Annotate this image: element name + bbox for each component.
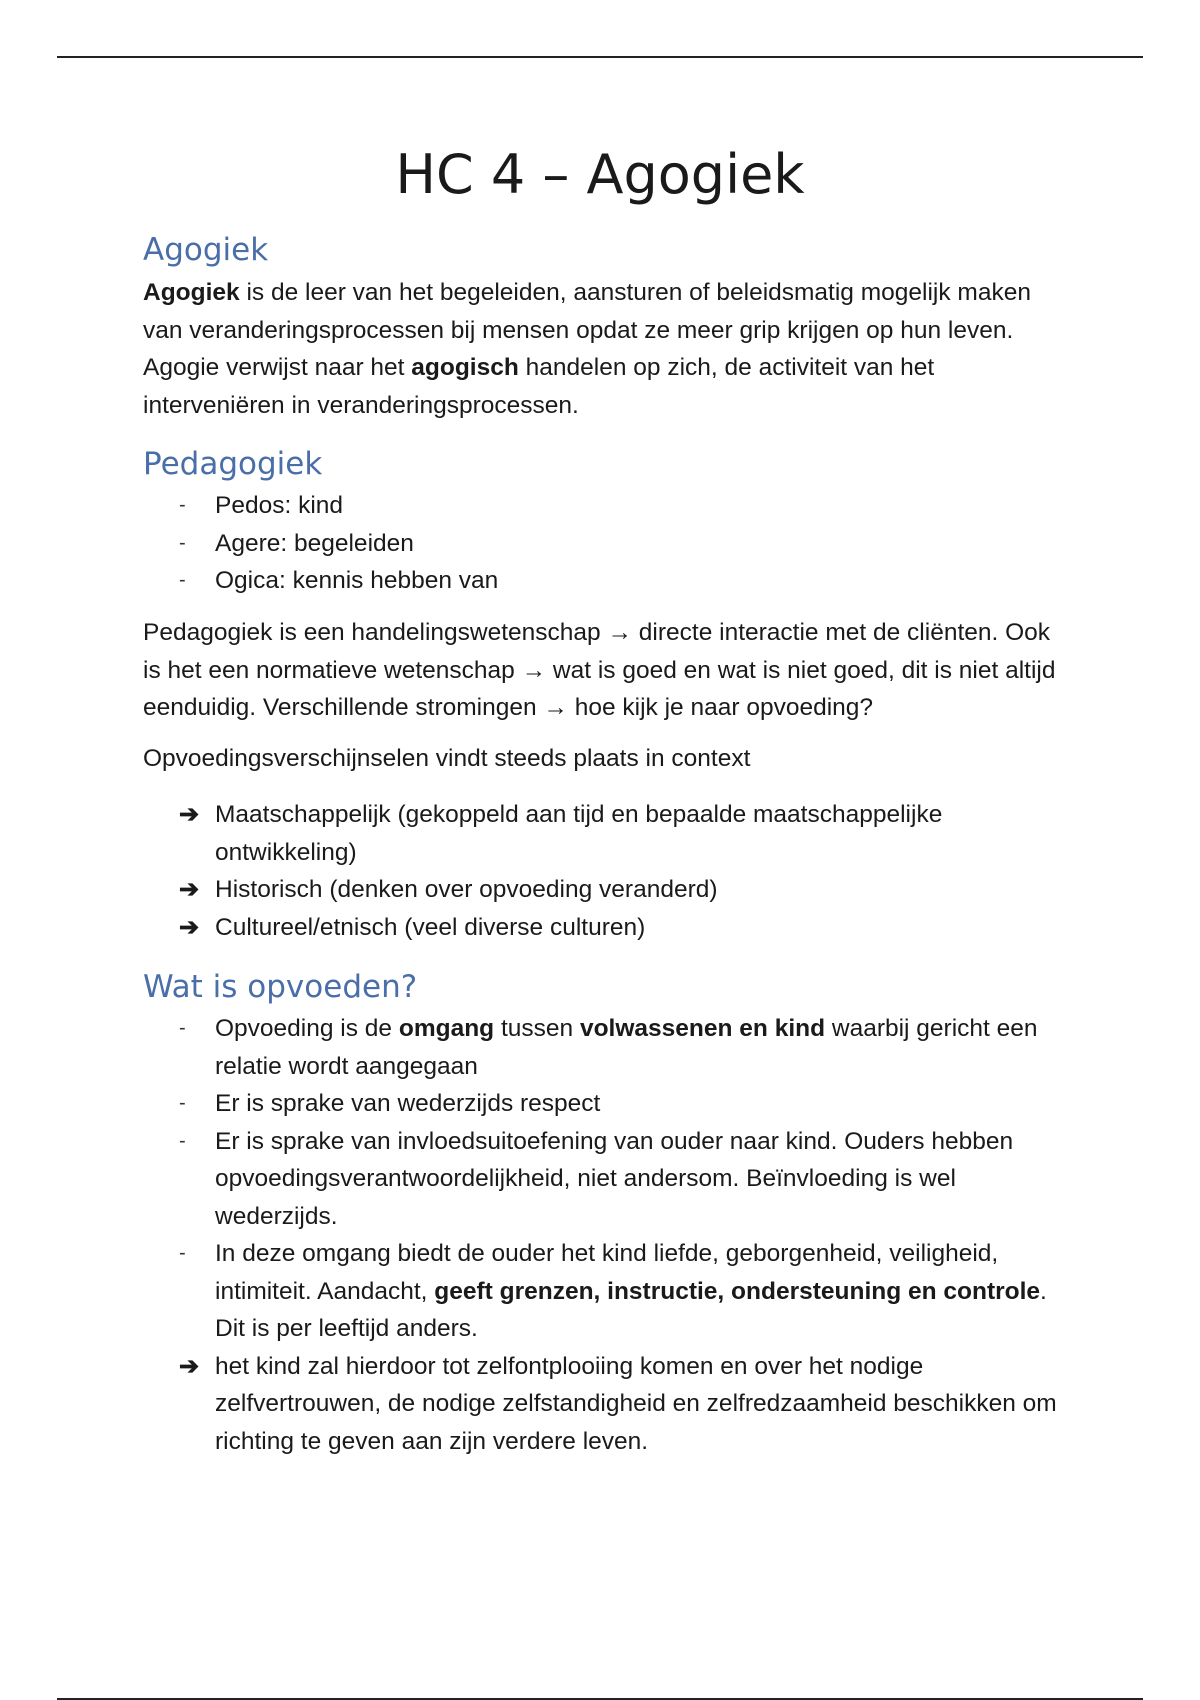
context-intro: Opvoedingsverschijnselen vindt steeds plaats in context [143,745,751,772]
arrow-icon: ➔ [179,876,200,903]
list-item: ➔ Historisch (denken over opvoeding veranderd) [143,871,1068,909]
list-item: ➔ Maatschappelijk (gekoppeld aan tijd en bepaalde maatschappelijke ontwikkeling) [143,796,1068,871]
list-item: - Er is sprake van wederzijds respect [179,1090,601,1117]
arrow-icon: ➔ [179,913,200,941]
header-rule [57,56,1143,58]
list-item: - Agere: begeleiden [179,529,414,557]
arrow-icon: ➔ [179,1352,200,1380]
agogiek-paragraph: Agogiek is de leer van het begeleiden, aansturen of beleidsmatig mogelijk maken van veranderingsprocessen bij mensen opdat ze meer grip krijgen op hun leven. Agogie verwijst naar het agogisch handelen op zich, de activiteit van het interveniëren in veranderingsprocessen. [143,279,1031,419]
list-item: ➔ het kind zal hierdoor tot zelfontplooiing komen en over het nodige zelfvertrouwen, de nodige zelfstandigheid en zelfredzaamheid beschikken om richting te geven aan zijn verdere leven. [143,1348,1068,1461]
etymology-list [143,487,1068,600]
list-item: - In deze omgang biedt de ouder het kind liefde, geborgenheid, veiligheid, intimiteit. Aandacht, geeft grenzen, instructie, ondersteuning en controle. Dit is per leeftijd anders. [179,1240,1047,1342]
context-list [143,796,1068,946]
section-heading-pedagogiek: Pedagogiek [143,446,323,482]
list-item: ➔ Cultureel/etnisch (veel diverse culturen) [143,909,1068,947]
list-item: - Opvoeding is de omgang tussen volwassenen en kind waarbij gericht een relatie wordt aangegaan [179,1015,1038,1080]
pedagogiek-paragraph: Pedagogiek is een handelingswetenschap → directe interactie met de cliënten. Ook is het een normatieve wetenschap → wat is goed en wat is niet goed, dit is niet altijd eenduidig. Verschillende stromingen → hoe kijk je naar opvoeding? [143,619,1056,721]
section-heading-agogiek: Agogiek [143,232,269,268]
list-item: - Ogica: kennis hebben van [179,567,499,594]
page-title: HC 4 – Agogiek [395,143,805,206]
bold-term: Agogiek [143,279,240,306]
list-item: - Pedos: kind [179,492,344,519]
opvoeden-list [143,1010,1068,1460]
bold-term: agogisch [411,354,519,381]
arrow-icon: ➔ [179,801,200,828]
list-item: - Er is sprake van invloedsuitoefening van ouder naar kind. Ouders hebben opvoedingsverantwoordelijkheid, niet andersom. Beïnvloeding is wel wederzijds. [179,1127,1014,1230]
section-heading-opvoeden: Wat is opvoeden? [143,969,418,1005]
